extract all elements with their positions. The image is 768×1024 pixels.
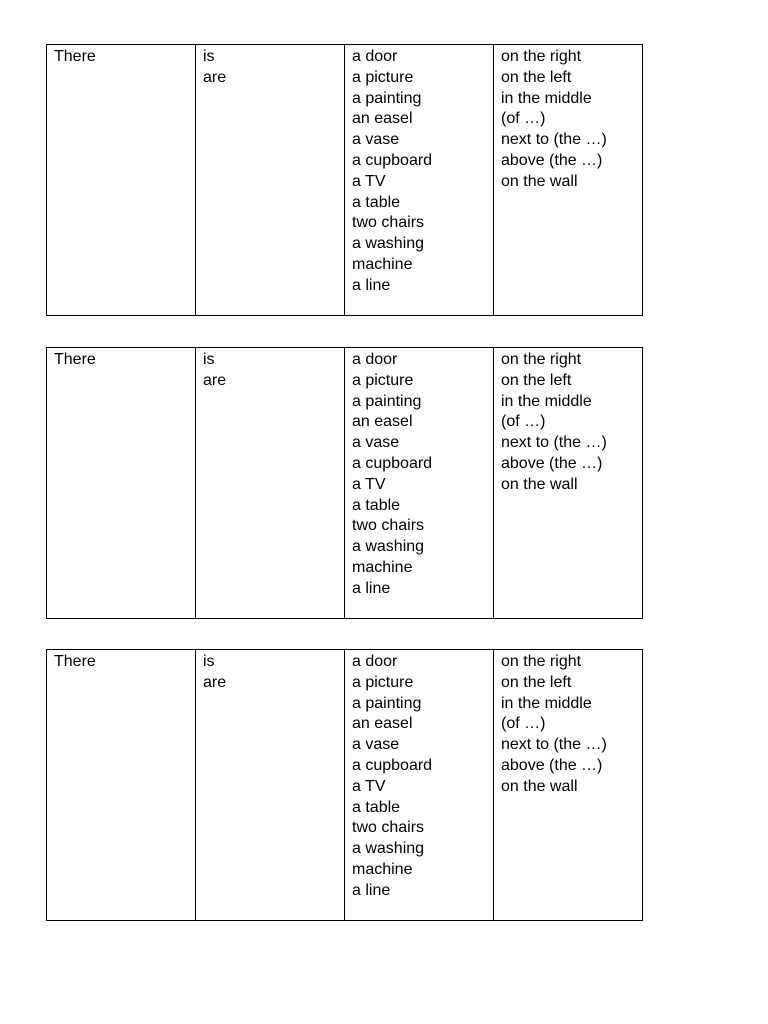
sentence-builder-table	[46, 347, 643, 619]
verb-cell	[196, 650, 345, 921]
object-cell	[345, 348, 494, 619]
object-word: a painting	[352, 89, 422, 107]
position-phrase: above (the …)	[501, 151, 603, 169]
verb-word: is	[203, 653, 215, 670]
object-word: two chairs	[352, 517, 425, 535]
object-word: a line	[352, 579, 391, 597]
position-phrase: on the left	[501, 68, 572, 86]
position-phrase: in the middle	[501, 392, 592, 410]
object-word: two chairs	[352, 214, 425, 232]
object-word: a door	[352, 351, 398, 368]
position-phrase: next to (the …)	[501, 131, 607, 149]
subject-cell	[47, 348, 196, 619]
position-phrase: (of …)	[501, 110, 546, 128]
object-word: a painting	[352, 392, 422, 410]
object-word: a cupboard	[352, 756, 433, 774]
object-word: machine	[352, 860, 413, 878]
object-word: a table	[352, 798, 401, 816]
object-word: a door	[352, 48, 398, 65]
position-phrase: on the right	[501, 48, 582, 65]
subject-word: There	[54, 653, 96, 670]
position-phrase: on the left	[501, 371, 572, 389]
sentence-builder-table	[46, 649, 643, 921]
object-word: a cupboard	[352, 151, 433, 169]
position-phrase: on the left	[501, 673, 572, 691]
object-word: a table	[352, 496, 401, 514]
verb-word: is	[203, 48, 215, 65]
object-word: a picture	[352, 68, 414, 86]
verb-word: are	[203, 371, 227, 389]
object-word: an easel	[352, 110, 413, 128]
object-word: a line	[352, 276, 391, 294]
verb-cell	[196, 348, 345, 619]
object-word: a vase	[352, 131, 400, 149]
table-row	[47, 45, 643, 316]
object-word: a picture	[352, 371, 414, 389]
position-phrase: on the right	[501, 351, 582, 368]
verb-word: are	[203, 673, 227, 691]
object-word: a picture	[352, 673, 414, 691]
object-word: two chairs	[352, 819, 425, 837]
position-phrase: (of …)	[501, 715, 546, 733]
object-word: a washing	[352, 840, 425, 858]
object-word: a TV	[352, 777, 386, 795]
position-phrase: next to (the …)	[501, 434, 607, 452]
verb-word: are	[203, 68, 227, 86]
object-word: machine	[352, 255, 413, 273]
subject-cell	[47, 45, 196, 316]
table-row	[47, 348, 643, 619]
object-word: a painting	[352, 694, 422, 712]
position-phrase: on the right	[501, 653, 582, 670]
verb-word: is	[203, 351, 215, 368]
object-word: machine	[352, 558, 413, 576]
position-phrase: above (the …)	[501, 756, 603, 774]
position-cell	[494, 45, 643, 316]
object-word: a washing	[352, 235, 425, 253]
verb-cell	[196, 45, 345, 316]
table-row	[47, 650, 643, 921]
position-phrase: in the middle	[501, 694, 592, 712]
object-word: a TV	[352, 475, 386, 493]
object-word: a cupboard	[352, 454, 433, 472]
position-phrase: on the wall	[501, 172, 578, 190]
position-cell	[494, 650, 643, 921]
position-phrase: in the middle	[501, 89, 592, 107]
position-phrase: (of …)	[501, 413, 546, 431]
subject-word: There	[54, 48, 96, 65]
object-word: a table	[352, 193, 401, 211]
object-cell	[345, 45, 494, 316]
object-word: a vase	[352, 434, 400, 452]
position-cell	[494, 348, 643, 619]
object-word: a vase	[352, 736, 400, 754]
object-word: an easel	[352, 715, 413, 733]
position-phrase: on the wall	[501, 777, 578, 795]
object-word: a line	[352, 881, 391, 899]
object-word: a door	[352, 653, 398, 670]
position-phrase: above (the …)	[501, 454, 603, 472]
sentence-builder-table	[46, 44, 643, 316]
position-phrase: on the wall	[501, 475, 578, 493]
position-phrase: next to (the …)	[501, 736, 607, 754]
object-word: a washing	[352, 538, 425, 556]
object-word: an easel	[352, 413, 413, 431]
object-cell	[345, 650, 494, 921]
subject-word: There	[54, 351, 96, 368]
object-word: a TV	[352, 172, 386, 190]
subject-cell	[47, 650, 196, 921]
